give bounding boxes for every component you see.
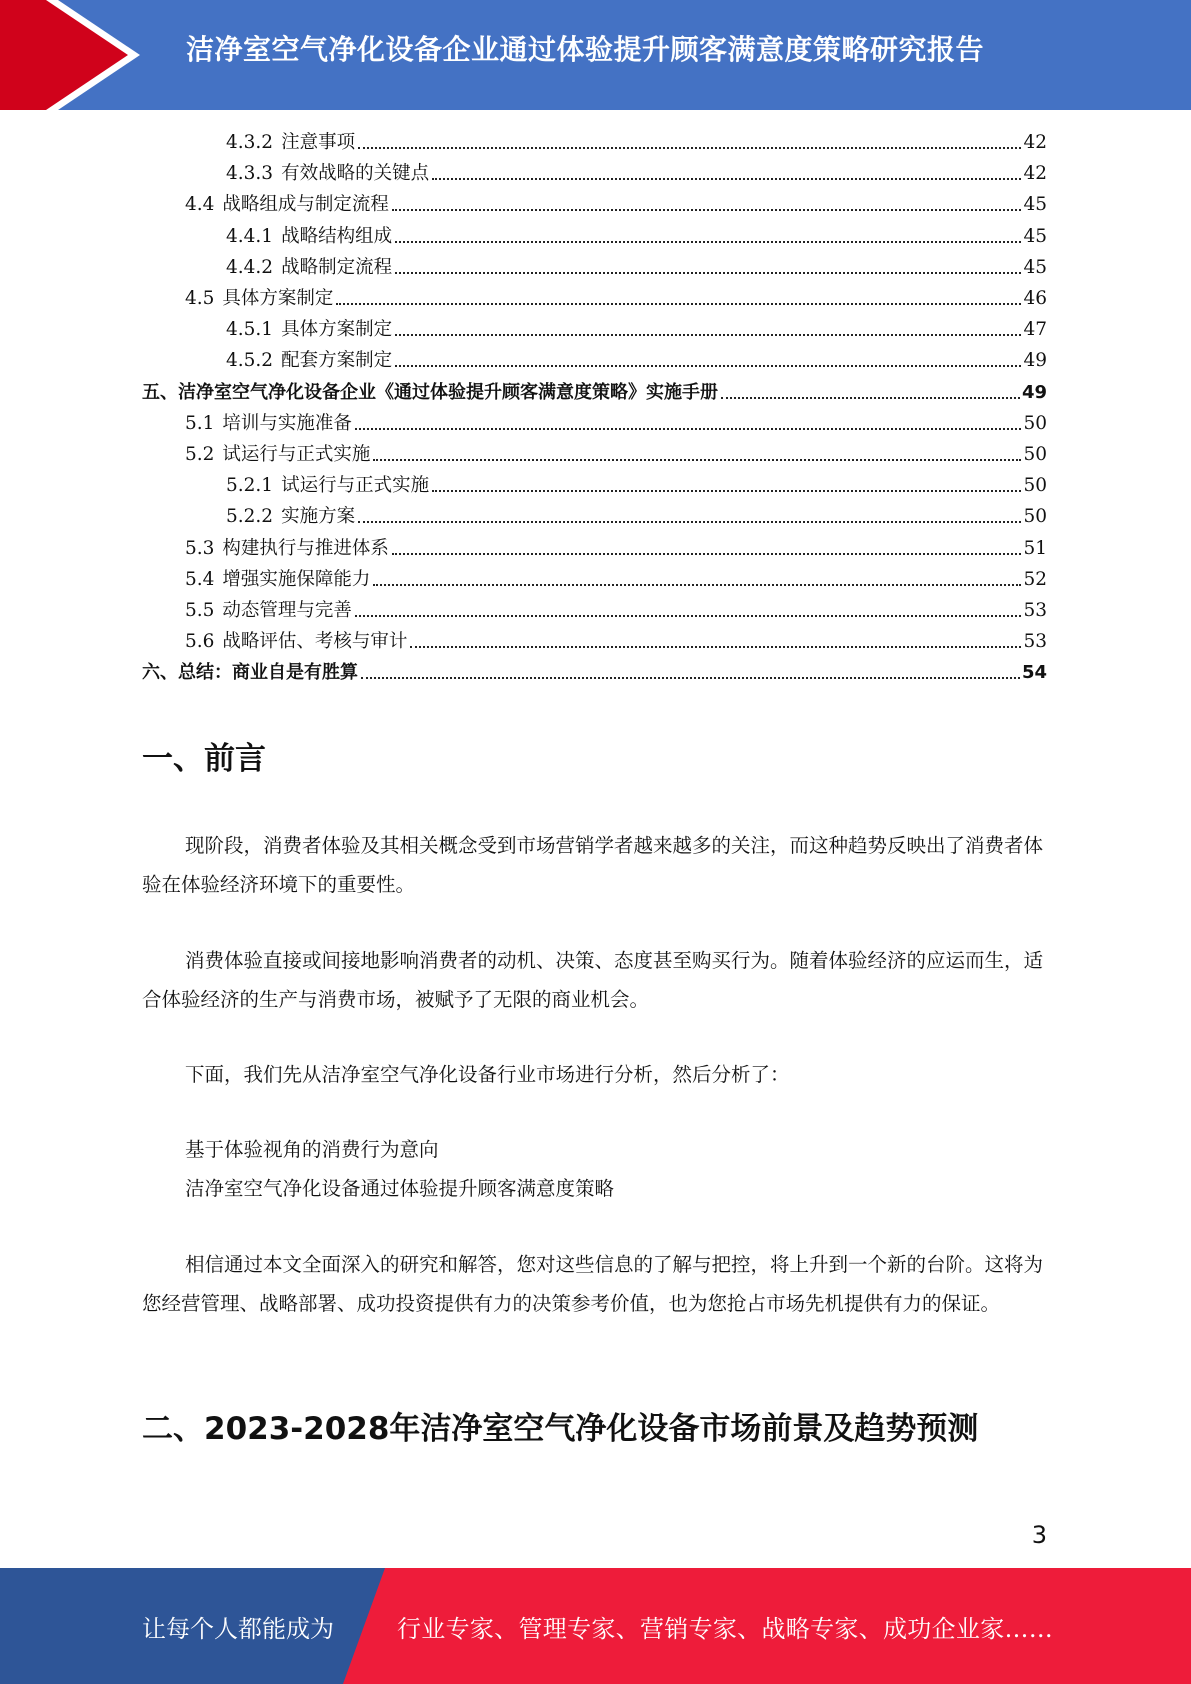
toc-entry[interactable]	[185, 189, 1047, 217]
toc-leader-dots	[392, 552, 1022, 555]
toc-leader-dots	[410, 645, 1021, 648]
toc-entry[interactable]	[185, 564, 1047, 592]
toc-leader-dots	[373, 458, 1021, 461]
toc-entry-page: 49	[1021, 381, 1047, 403]
page-header	[0, 0, 1191, 110]
toc-entry-title: 试运行与正式实施	[281, 475, 430, 497]
toc-leader-dots	[395, 364, 1021, 367]
section-heading-preface: 一、前言	[142, 741, 266, 777]
paragraph: 下面，我们先从洁净室空气净化设备行业市场进行分析，然后分析了：	[185, 1063, 790, 1086]
toc-entry-page: 50	[1023, 444, 1047, 465]
toc-entry-number: 4.5	[185, 288, 215, 309]
footer-slogan-left: 让每个人都能成为	[142, 1615, 334, 1643]
toc-entry-title: 有效战略的关键点	[281, 163, 430, 185]
toc-entry-page: 45	[1023, 256, 1047, 278]
toc-entry-number: 4.3.3	[226, 163, 274, 185]
toc-entry-number: 4.3.2	[226, 132, 274, 153]
page-footer	[0, 1568, 1191, 1684]
toc-entry-title: 动态管理与完善	[222, 600, 352, 621]
toc-entry[interactable]	[226, 314, 1047, 342]
toc-entry-page: 50	[1023, 475, 1047, 497]
toc-entry-page: 53	[1023, 631, 1047, 653]
toc-entry-title: 战略组成与制定流程	[222, 194, 389, 216]
toc-entry-number: 4.5.1	[226, 319, 274, 341]
toc-leader-dots	[395, 240, 1021, 243]
toc-entry[interactable]	[185, 626, 1047, 654]
toc-entry[interactable]	[142, 377, 1047, 405]
toc-entry-number: 5.2.2	[226, 506, 274, 528]
toc-entry-page: 45	[1023, 194, 1047, 216]
toc-entry-title: 注意事项	[281, 132, 356, 153]
toc-entry-title: 总结：商业自是有胜算	[178, 662, 358, 684]
list-item: 洁净室空气净化设备通过体验提升顾客满意度策略	[185, 1177, 615, 1200]
toc-entry-page: 46	[1023, 288, 1047, 309]
toc-leader-dots	[355, 614, 1022, 617]
toc-leader-dots	[336, 302, 1021, 305]
toc-leader-dots	[392, 208, 1022, 211]
header-chevron-decoration	[0, 0, 160, 110]
toc-entry-page: 53	[1023, 600, 1047, 621]
toc-entry[interactable]	[226, 501, 1047, 529]
toc-entry-title: 试运行与正式实施	[222, 444, 371, 465]
paragraph: 现阶段，消费者体验及其相关概念受到市场营销学者越来越多的关注，而这种趋势反映出了消费者体验在体验经济环境下的重要性。	[142, 834, 1044, 896]
toc-entry-title: 构建执行与推进体系	[222, 537, 389, 559]
toc-entry[interactable]	[226, 252, 1047, 280]
toc-entry-page: 47	[1023, 319, 1047, 341]
toc-entry-page: 50	[1023, 412, 1047, 434]
toc-entry-title: 具体方案制定	[281, 319, 393, 341]
toc-entry[interactable]	[226, 127, 1047, 155]
toc-leader-dots	[358, 146, 1021, 149]
section-heading-market-outlook: 二、2023-2028年洁净室空气净化设备市场前景及趋势预测	[142, 1411, 979, 1447]
toc-entry-page: 50	[1023, 506, 1047, 528]
toc-leader-dots	[361, 676, 1020, 679]
toc-entry[interactable]	[142, 657, 1047, 685]
toc-entry[interactable]	[226, 158, 1047, 186]
toc-entry-title: 配套方案制定	[281, 350, 393, 372]
toc-entry-number: 5.3	[185, 537, 215, 559]
toc-entry[interactable]	[185, 283, 1047, 311]
toc-entry-title: 增强实施保障能力	[222, 568, 371, 590]
toc-entry-number: 4.4.2	[226, 256, 274, 278]
toc-entry-title: 培训与实施准备	[222, 412, 352, 434]
toc-entry[interactable]	[185, 408, 1047, 436]
toc-entry-number: 5.6	[185, 631, 215, 653]
toc-leader-dots	[358, 520, 1021, 523]
toc-entry-page: 54	[1021, 662, 1047, 684]
footer-slogan-right: 行业专家、管理专家、营销专家、战略专家、成功企业家……	[397, 1615, 1054, 1643]
toc-entry-number: 4.4	[185, 194, 215, 216]
toc-entry-number: 5.4	[185, 568, 215, 590]
toc-leader-dots	[395, 333, 1021, 336]
toc-entry-title: 洁净室空气净化设备企业《通过体验提升顾客满意度策略》实施手册	[178, 381, 718, 403]
toc-entry-number: 六、	[142, 662, 178, 684]
toc-entry[interactable]	[185, 439, 1047, 467]
toc-entry-title: 战略结构组成	[281, 225, 393, 247]
toc-entry-number: 4.4.1	[226, 225, 274, 247]
toc-entry-number: 5.2	[185, 444, 215, 465]
toc-entry-title: 战略评估、考核与审计	[222, 631, 408, 653]
toc-entry-title: 实施方案	[281, 506, 356, 528]
toc-entry-page: 49	[1023, 350, 1047, 372]
paragraph: 消费体验直接或间接地影响消费者的动机、决策、态度甚至购买行为。随着体验经济的应运而生，适合体验经济的生产与消费市场，被赋予了无限的商业机会。	[142, 949, 1044, 1011]
toc-entry[interactable]	[226, 345, 1047, 373]
toc-entry-title: 战略制定流程	[281, 256, 393, 278]
toc-leader-dots	[355, 427, 1022, 430]
page-number: 3	[1031, 1521, 1047, 1549]
toc-entry-page: 45	[1023, 225, 1047, 247]
toc-entry[interactable]	[226, 470, 1047, 498]
toc-leader-dots	[721, 396, 1020, 399]
toc-entry-page: 51	[1023, 537, 1047, 559]
toc-entry[interactable]	[185, 533, 1047, 561]
toc-leader-dots	[432, 177, 1021, 180]
toc-entry-number: 4.5.2	[226, 350, 274, 372]
toc-entry-page: 42	[1023, 132, 1047, 153]
toc-entry-number: 5.2.1	[226, 475, 274, 497]
toc-entry[interactable]	[226, 221, 1047, 249]
toc-entry-page: 42	[1023, 163, 1047, 185]
report-title: 洁净室空气净化设备企业通过体验提升顾客满意度策略研究报告	[186, 33, 985, 66]
toc-entry-number: 5.5	[185, 600, 215, 621]
list-item: 基于体验视角的消费行为意向	[185, 1138, 439, 1161]
toc-leader-dots	[373, 583, 1021, 586]
toc-entry-number: 5.1	[185, 412, 215, 434]
toc-entry-page: 52	[1023, 568, 1047, 590]
paragraph: 相信通过本文全面深入的研究和解答，您对这些信息的了解与把控，将上升到一个新的台阶。这将为您经营管理、战略部署、成功投资提供有力的决策参考价值，也为您抢占市场先机提供有力的保证。	[142, 1253, 1044, 1315]
toc-entry[interactable]	[185, 595, 1047, 623]
toc-entry-number: 五、	[142, 381, 178, 403]
toc-leader-dots	[395, 271, 1021, 274]
toc-leader-dots	[432, 489, 1021, 492]
toc-entry-title: 具体方案制定	[222, 288, 334, 309]
